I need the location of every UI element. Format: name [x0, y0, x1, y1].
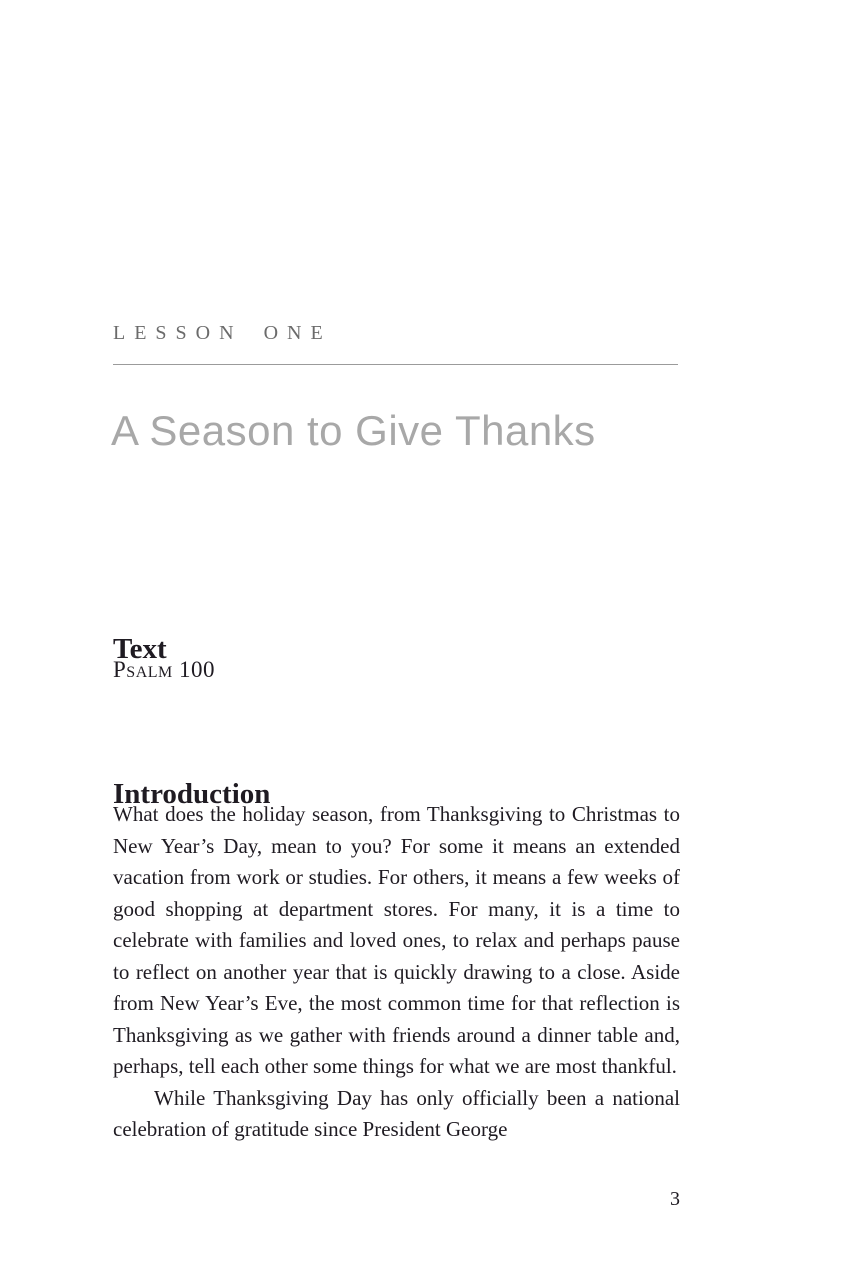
text-section-heading: Text [113, 633, 167, 666]
lesson-kicker: LESSON ONE [113, 322, 332, 344]
scripture-reference: Psalm 100 [113, 657, 215, 682]
page-number: 3 [670, 1188, 680, 1210]
header-divider-rule [113, 364, 678, 365]
introduction-section-heading: Introduction [113, 778, 271, 811]
introduction-body [113, 799, 680, 1146]
introduction-paragraph: While Thanksgiving Day has only officially been a national celebration of gratitude since President George [113, 1085, 680, 1141]
chapter-title: A Season to Give Thanks [111, 407, 596, 455]
introduction-paragraph: What does the holiday season, from Thanksgiving to Christmas to New Year’s Day, mean to you? For some it means an extended vacation from work or studies. For others, it means a few weeks of good shopping at department stores. For many, it is a time to celebrate with families and loved ones, to relax and perhaps pause to reflect on another year that is quickly drawing to a close. Aside from New Year’s Eve, the most common time for that reflection is Thanksgiving as we gather with friends around a dinner table and, perhaps, tell each other some things for what we are most thankful. [113, 802, 680, 1078]
